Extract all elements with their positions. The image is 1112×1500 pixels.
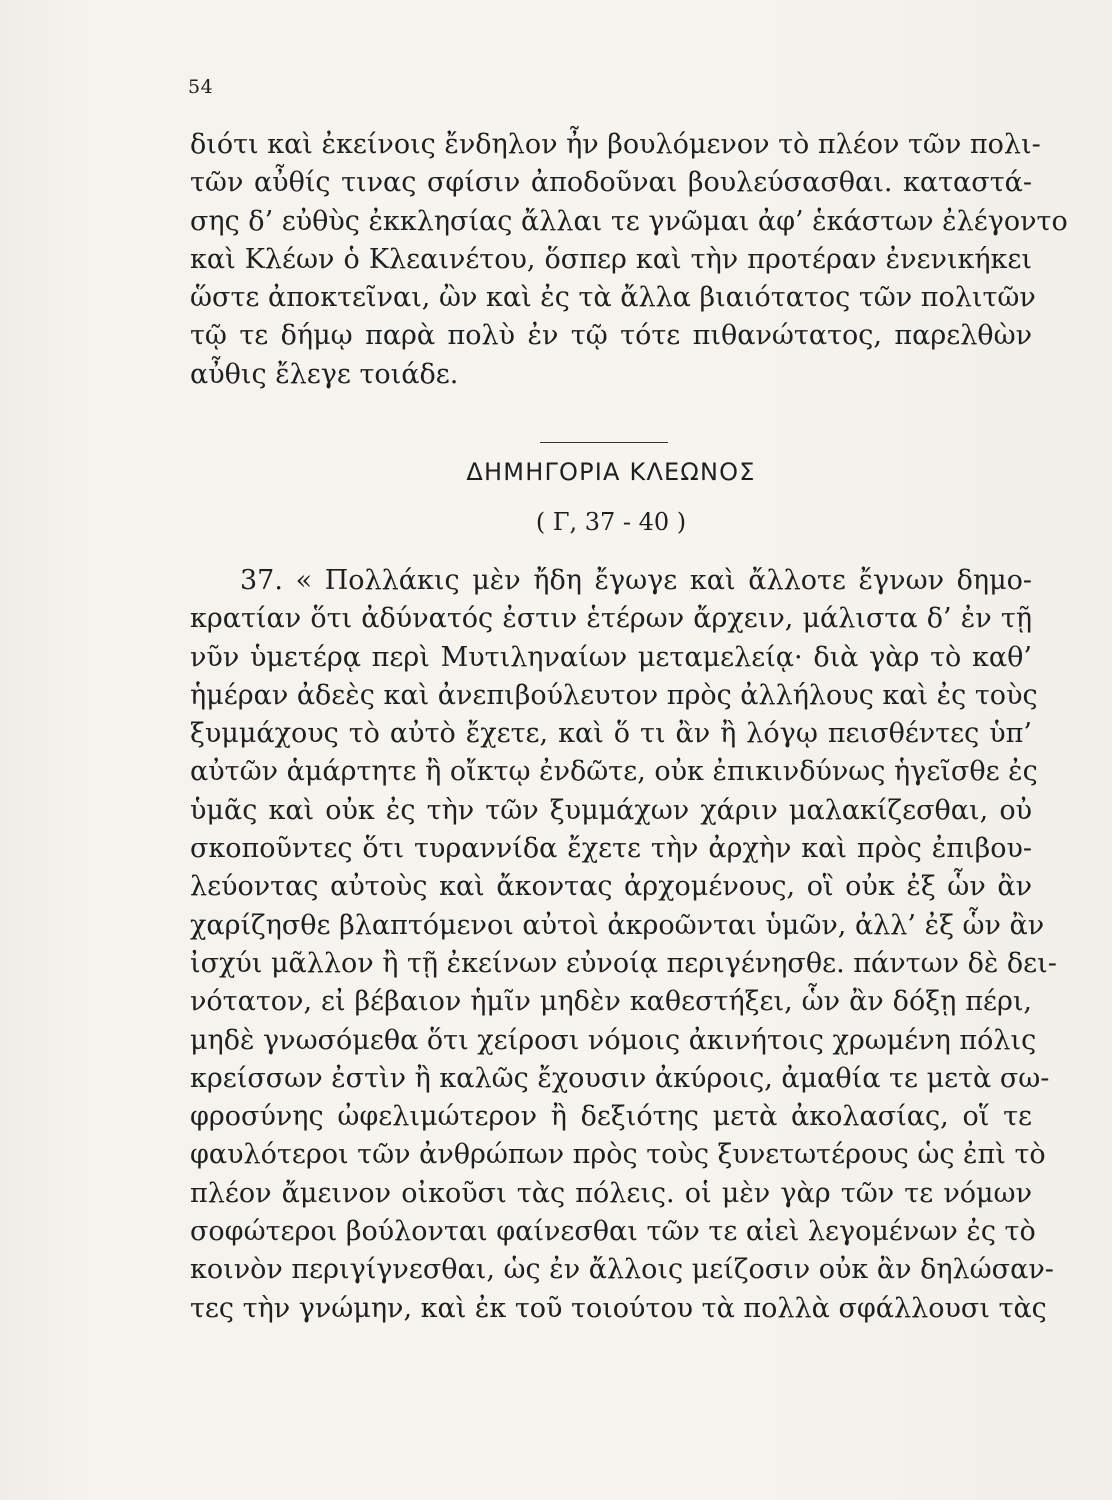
speech-paragraph (190, 562, 1057, 1328)
text-line: ἰσχύι μᾶλλον ἢ τῇ ἐκείνων εὐνοίᾳ περιγένησθε. πάντων δὲ δει- (190, 947, 1057, 979)
text-line: ὑμᾶς καὶ οὐκ ἐς τὴν τῶν ξυμμάχων χάριν μαλακίζεσθαι, οὐ (190, 794, 1032, 826)
text-line: μηδὲ γνωσόμεθα ὅτι χείροσι νόμοις ἀκινήτοις χρωμένη πόλις (190, 1024, 1037, 1056)
text-line: νῦν ὑμετέρᾳ περὶ Μυτιληναίων μεταμελείᾳ· διὰ γὰρ τὸ καθ’ (190, 641, 1032, 673)
section-divider (540, 442, 668, 443)
text-line: λεύοντας αὐτοὺς καὶ ἄκοντας ἀρχομένους, οἳ οὐκ ἐξ ὧν ἂν (190, 871, 1032, 903)
text-line: κοινὸν περιγίγνεσθαι, ὡς ἐν ἄλλοις μείζοσιν οὐκ ἂν δηλώσαν- (190, 1254, 1054, 1286)
text-line: κρείσσων ἐστὶν ἢ καλῶς ἔχουσιν ἀκύροις, ἀμαθία τε μετὰ σω- (190, 1062, 1050, 1094)
section-heading: ΔΗΜΗΓΟΡΙΑ ΚΛΕΩΝΟΣ (466, 458, 756, 486)
page-number: 54 (188, 76, 214, 98)
text-line: φροσύνης ὠφελιμώτερον ἢ δεξιότης μετὰ ἀκολασίας, οἵ τε (190, 1101, 1032, 1133)
text-line: ὥστε ἀποκτεῖναι, ὢν καὶ ἐς τὰ ἄλλα βιαιότατος τῶν πολιτῶν (190, 282, 1036, 314)
text-line: 37. « Πολλάκις μὲν ἤδη ἔγωγε καὶ ἄλλοτε ἔγνων δημο- (240, 565, 1032, 596)
text-line: αὖθις ἔλεγε τοιάδε. (190, 358, 459, 390)
text-line: τῶν αὖθίς τινας σφίσιν ἀποδοῦναι βουλεύσασθαι. καταστά- (190, 167, 1032, 199)
text-line: σκοποῦντες ὅτι τυραννίδα ἔχετε τὴν ἀρχὴν καὶ πρὸς ἐπιβου- (190, 833, 1032, 865)
text-line: καὶ Κλέων ὁ Κλεαινέτου, ὅσπερ καὶ τὴν προτέραν ἐνενικήκει (190, 243, 1032, 275)
text-line: διότι καὶ ἐκείνοις ἔνδηλον ἦν βουλόμενον τὸ πλέον τῶν πολι- (190, 129, 1041, 160)
text-line: τες τὴν γνώμην, καὶ ἐκ τοῦ τοιούτου τὰ πολλὰ σφάλλουσι τὰς (190, 1292, 1047, 1324)
text-line: αὐτῶν ἁμάρτητε ἢ οἴκτῳ ἐνδῶτε, οὐκ ἐπικινδύνως ἡγεῖσθε ἐς (190, 756, 1038, 788)
intro-paragraph (190, 126, 1068, 394)
text-line: νότατον, εἰ βέβαιον ἡμῖν μηδὲν καθεστήξει, ὧν ἂν δόξῃ πέρι, (190, 986, 1032, 1018)
text-line: χαρίζησθε βλαπτόμενοι αὐτοὶ ἀκροῶνται ὑμῶν, ἀλλ’ ἐξ ὧν ἂν (190, 909, 1045, 941)
text-line: πλέον ἄμεινον οἰκοῦσι τὰς πόλεις. οἱ μὲν γὰρ τῶν τε νόμων (190, 1177, 1032, 1209)
text-line: σοφώτεροι βούλονται φαίνεσθαι τῶν τε αἰεὶ λεγομένων ἐς τὸ (190, 1216, 1036, 1248)
text-line: φαυλότεροι τῶν ἀνθρώπων πρὸς τοὺς ξυνετωτέρους ὡς ἐπὶ τὸ (190, 1139, 1046, 1171)
text-line: ξυμμάχους τὸ αὐτὸ ἔχετε, καὶ ὅ τι ἂν ἢ λόγῳ πεισθέντες ὑπ’ (190, 718, 1032, 750)
text-line: κρατίαν ὅτι ἀδύνατός ἐστιν ἑτέρων ἄρχειν, μάλιστα δ’ ἐν τῇ (190, 603, 1032, 635)
text-line: σης δ’ εὐθὺς ἐκκλησίας ἄλλαι τε γνῶμαι ἀφ’ ἑκάστων ἐλέγοντο (190, 205, 1068, 237)
text-line: ἡμέραν ἀδεὲς καὶ ἀνεπιβούλευτον πρὸς ἀλλήλους καὶ ἐς τοὺς (190, 679, 1038, 711)
text-line: τῷ τε δήμῳ παρὰ πολὺ ἐν τῷ τότε πιθανώτατος, παρελθὼν (190, 320, 1032, 352)
section-reference: ( Γ, 37 - 40 ) (535, 508, 687, 536)
